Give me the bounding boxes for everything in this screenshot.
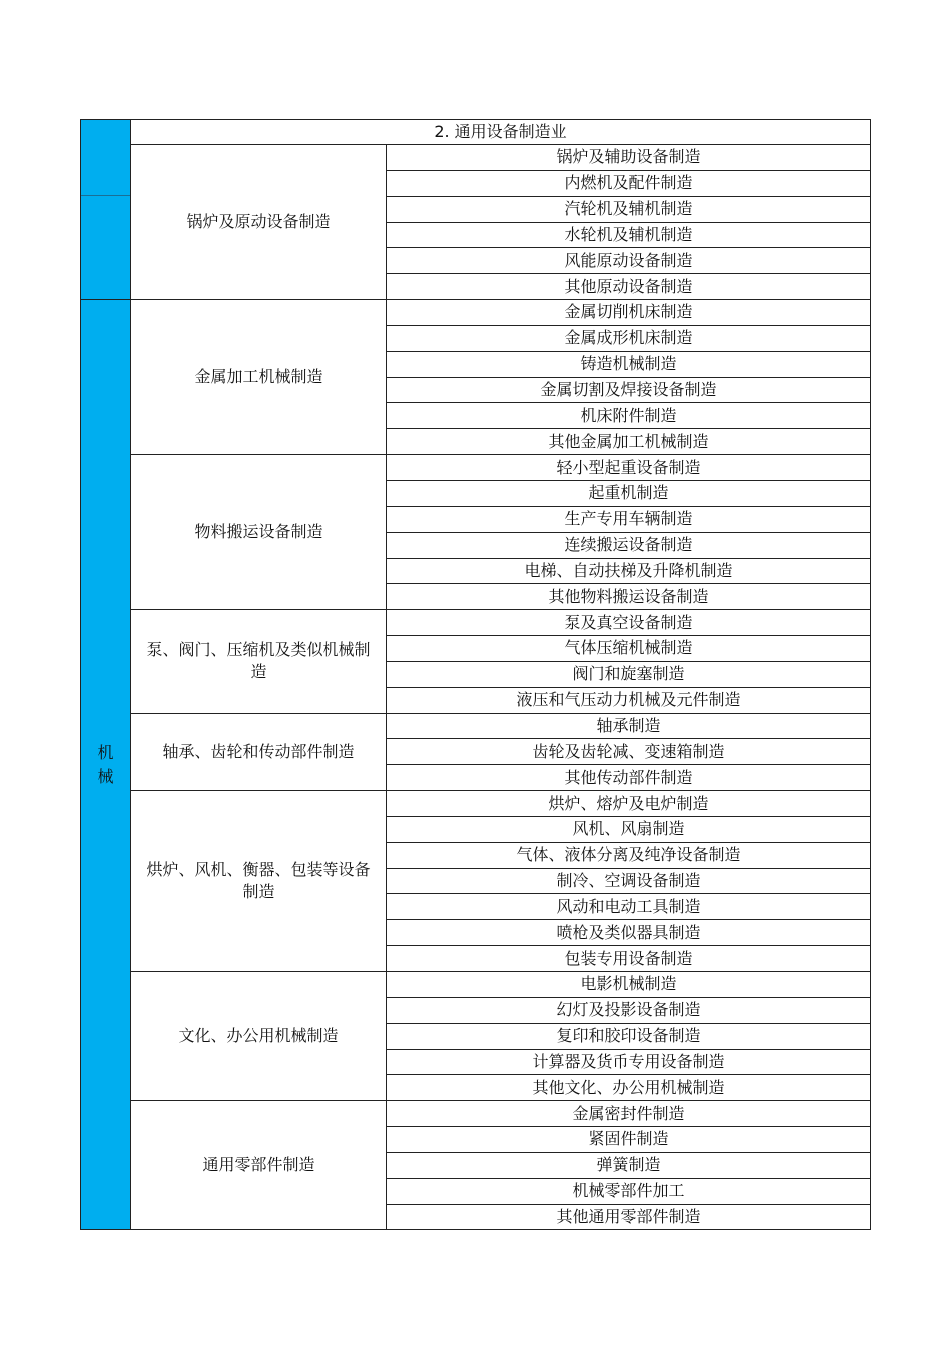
table-row [81,1101,871,1127]
side-cell-upper [81,120,131,300]
subcategory-cell: 风动和电动工具制造 [387,894,871,920]
industry-classification-table-wrapper [80,119,870,1230]
subcategory-cell: 风能原动设备制造 [387,248,871,274]
subcategory-cell: 气体、液体分离及纯净设备制造 [387,842,871,868]
subcategory-cell: 金属成形机床制造 [387,325,871,351]
table-body [81,120,871,1230]
table-row [81,455,871,481]
subcategory-cell: 气体压缩机械制造 [387,636,871,662]
subcategory-cell: 其他物料搬运设备制造 [387,584,871,610]
table-row [81,972,871,998]
subcategory-cell: 风机、风扇制造 [387,816,871,842]
group-name-cell: 烘炉、风机、衡器、包装等设备制造 [131,791,387,972]
subcategory-cell: 水轮机及辅机制造 [387,222,871,248]
side-cell-lower [81,300,131,1230]
group-name-cell: 金属加工机械制造 [131,300,387,455]
group-name-cell: 泵、阀门、压缩机及类似机械制造 [131,610,387,713]
subcategory-cell: 烘炉、熔炉及电炉制造 [387,791,871,817]
subcategory-cell: 幻灯及投影设备制造 [387,997,871,1023]
subcategory-cell: 电梯、自动扶梯及升降机制造 [387,558,871,584]
subcategory-cell: 轴承制造 [387,713,871,739]
subcategory-cell: 弹簧制造 [387,1152,871,1178]
subcategory-cell: 金属切削机床制造 [387,300,871,326]
group-name-cell: 物料搬运设备制造 [131,455,387,610]
subcategory-cell: 其他文化、办公用机械制造 [387,1075,871,1101]
subcategory-cell: 阀门和旋塞制造 [387,661,871,687]
subcategory-cell: 其他原动设备制造 [387,274,871,300]
subcategory-cell: 其他通用零部件制造 [387,1204,871,1230]
title-row [81,120,871,145]
subcategory-cell: 锅炉及辅助设备制造 [387,145,871,171]
subcategory-cell: 起重机制造 [387,480,871,506]
side-label: 机械 [97,742,114,786]
subcategory-cell: 计算器及货币专用设备制造 [387,1049,871,1075]
subcategory-cell: 生产专用车辆制造 [387,506,871,532]
subcategory-cell: 连续搬运设备制造 [387,532,871,558]
subcategory-cell: 机械零部件加工 [387,1178,871,1204]
subcategory-cell: 内燃机及配件制造 [387,170,871,196]
table-row [81,713,871,739]
table-row [81,145,871,171]
subcategory-cell: 喷枪及类似器具制造 [387,920,871,946]
subcategory-cell: 复印和胶印设备制造 [387,1023,871,1049]
subcategory-cell: 汽轮机及辅机制造 [387,196,871,222]
subcategory-cell: 泵及真空设备制造 [387,610,871,636]
side-cell-divider [81,195,130,196]
subcategory-cell: 金属密封件制造 [387,1101,871,1127]
subcategory-cell: 其他金属加工机械制造 [387,429,871,455]
subcategory-cell: 紧固件制造 [387,1127,871,1153]
group-name-cell: 文化、办公用机械制造 [131,972,387,1101]
table-row [81,610,871,636]
subcategory-cell: 包装专用设备制造 [387,946,871,972]
subcategory-cell: 轻小型起重设备制造 [387,455,871,481]
table-row [81,300,871,326]
group-name-cell: 通用零部件制造 [131,1101,387,1230]
subcategory-cell: 齿轮及齿轮减、变速箱制造 [387,739,871,765]
table-row [81,791,871,817]
subcategory-cell: 金属切割及焊接设备制造 [387,377,871,403]
table-title: 2. 通用设备制造业 [131,120,871,145]
subcategory-cell: 铸造机械制造 [387,351,871,377]
subcategory-cell: 电影机械制造 [387,972,871,998]
group-name-cell: 轴承、齿轮和传动部件制造 [131,713,387,791]
subcategory-cell: 机床附件制造 [387,403,871,429]
subcategory-cell: 液压和气压动力机械及元件制造 [387,687,871,713]
subcategory-cell: 制冷、空调设备制造 [387,868,871,894]
group-name-cell: 锅炉及原动设备制造 [131,145,387,300]
industry-classification-table [80,119,871,1230]
subcategory-cell: 其他传动部件制造 [387,765,871,791]
